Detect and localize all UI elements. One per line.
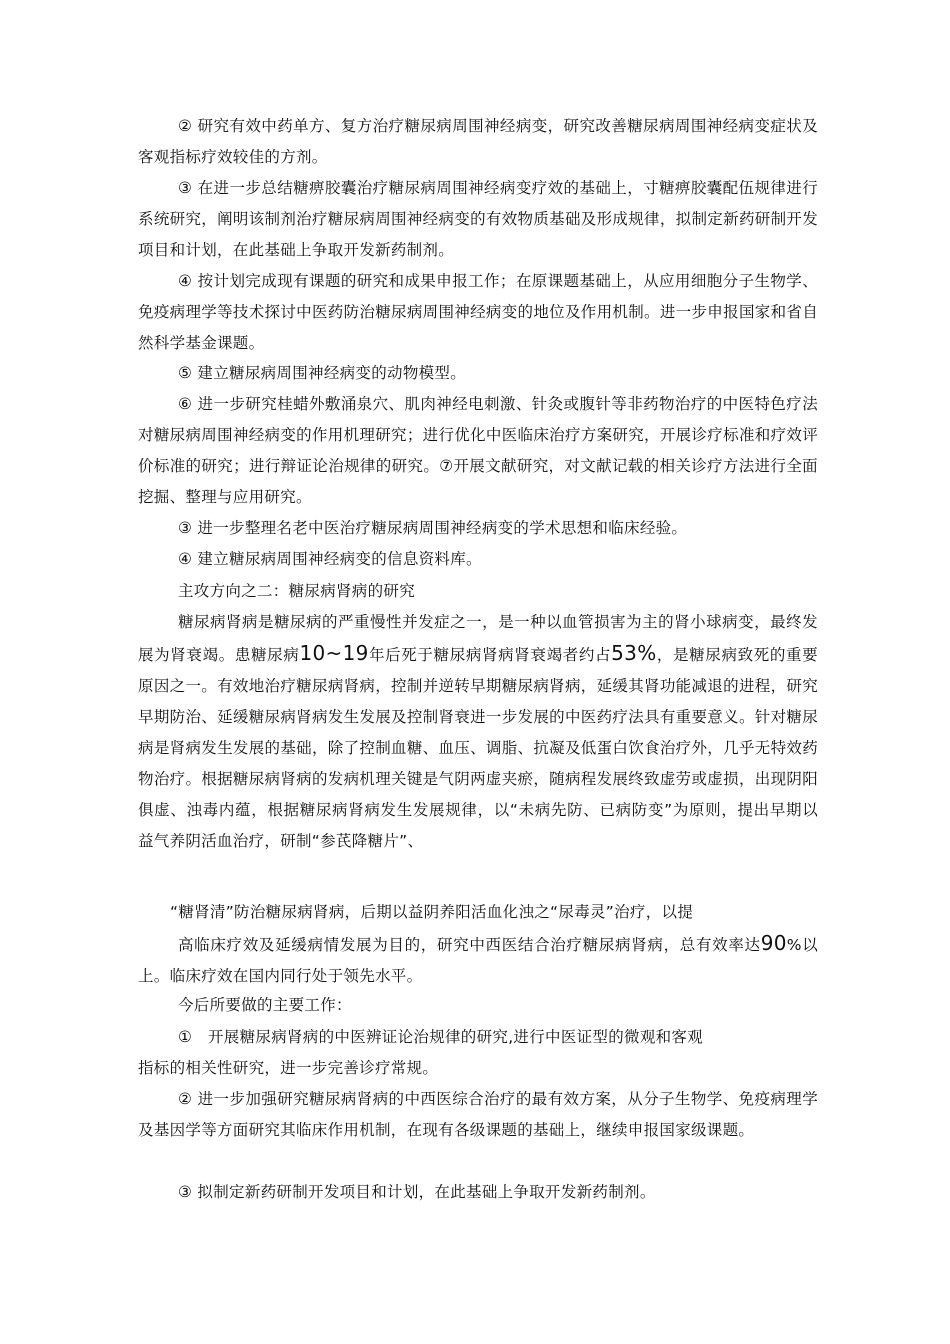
paragraph-item-2: ② 研究有效中药单方、复方治疗糖尿病周围神经病变，研究改善糖尿病周围神经病变症状及客观指标疗效较佳的方剂。 bbox=[138, 117, 818, 166]
paragraph-result bbox=[138, 928, 818, 992]
body-text-part-1: 糖尿病肾病是糖尿病的严重慢性并发症之一，是一种以血管损害为主的肾小球病变，最终发展为肾衰竭。患糖尿病 bbox=[138, 613, 818, 664]
years-range: 10~19 bbox=[299, 641, 369, 665]
paragraph-item-3: ③ 在进一步总结糖痹胶囊治疗糖尿病周围神经病变疗效的基础上，寸糖痹胶囊配伍规律进行系统研究，阐明该制剂治疗糖尿病周围神经病变的有效物质基础及形成规律，拟制定新药研制开发项目和计划，在此基础上争取开发新药制剂。 bbox=[138, 179, 818, 259]
paragraph-item-5: ⑤ 建立糖尿病周围神经病变的动物模型。 bbox=[178, 364, 467, 382]
work-item-1: ① 开展糖尿病肾病的中医辨证论治规律的研究,进行中医证型的微观和客观 bbox=[178, 1028, 704, 1046]
paragraph-continuation: “糖肾清”防治糖尿病肾病，后期以益阴养阳活血化浊之“尿毒灵”治疗，以提 bbox=[170, 903, 694, 921]
work-heading: 今后所要做的主要工作： bbox=[178, 996, 352, 1014]
result-text-part-2: %以上。临床疗效在国内同行处于领先水平。 bbox=[138, 936, 818, 985]
efficacy-value: 90 bbox=[760, 931, 787, 955]
paragraph-item-3b: ③ 进一步整理名老中医治疗糖尿病周围神经病变的学术思想和临床经验。 bbox=[178, 519, 688, 537]
paragraph-item-4: ④ 按计划完成现有课题的研究和成果申报工作；在原课题基础上，从应用细胞分子生物学、免疫病理学等技术探讨中医药防治糖尿病周围神经病变的地位及作用机制。进一步申报国家和省自然科学基金课题。 bbox=[138, 272, 818, 352]
body-text-part-2: 年后死于糖尿病肾病肾衰竭者约占 bbox=[368, 646, 612, 664]
body-text-part-3: ，是糖尿病致死的重要原因之一。有效地治疗糖尿病肾病，控制并逆转早期糖尿病肾病，延缓其肾功能减退的进程，研究早期防治、延缓糖尿病肾病发生发展及控制肾衰进一步发展的中医药疗法具有重要意义。针对糖尿病是肾病发生发展的基础，除了控制血糖、血压、调脂、抗凝及低蛋白饮食治疗外，几乎无特效药物治疗。根据糖尿病肾病的发病机理关键是气阴两虚夹瘀，随病程发展终致虚劳或虚损，出现阴阳俱虚、浊毒内蕴，根据糖尿病肾病发生发展规律，以“未病先防、已病防变”为原则，提出早期以益气养阴活血治疗，研制“参芪降糖片”、 bbox=[138, 646, 818, 850]
work-item-1-continuation: 指标的相关性研究，进一步完善诊疗常规。 bbox=[138, 1059, 439, 1077]
work-item-2: ② 进一步加强研究糖尿病肾病的中西医综合治疗的最有效方案，从分子生物学、免疫病理学及基因学等方面研究其临床作用机制，在现有各级课题的基础上，继续申报国家级课题。 bbox=[138, 1090, 818, 1139]
paragraph-item-4b: ④ 建立糖尿病周围神经病变的信息资料库。 bbox=[178, 550, 482, 568]
work-item-3: ③ 拟制定新药研制开发项目和计划，在此基础上争取开发新药制剂。 bbox=[178, 1183, 656, 1201]
paragraph-body bbox=[138, 607, 818, 857]
section-heading: 主攻方向之二：糖尿病肾病的研究 bbox=[178, 582, 416, 600]
paragraph-item-6: ⑥ 进一步研究桂蜡外敷涌泉穴、肌肉神经电刺激、针灸或腹针等非药物治疗的中医特色疗法对糖尿病周围神经病变的作用机理研究；进行优化中医临床治疗方案研究，开展诊疗标准和疗效评价标准的研究；进行辩证论治规律的研究。⑦开展文献研究，对文献记载的相关诊疗方法进行全面挖掘、整理与应用研究。 bbox=[138, 395, 818, 506]
percent-value: 53% bbox=[611, 641, 657, 665]
result-text-part-1: 高临床疗效及延缓病情发展为目的，研究中西医结合治疗糖尿病肾病，总有效率达 bbox=[178, 936, 761, 954]
